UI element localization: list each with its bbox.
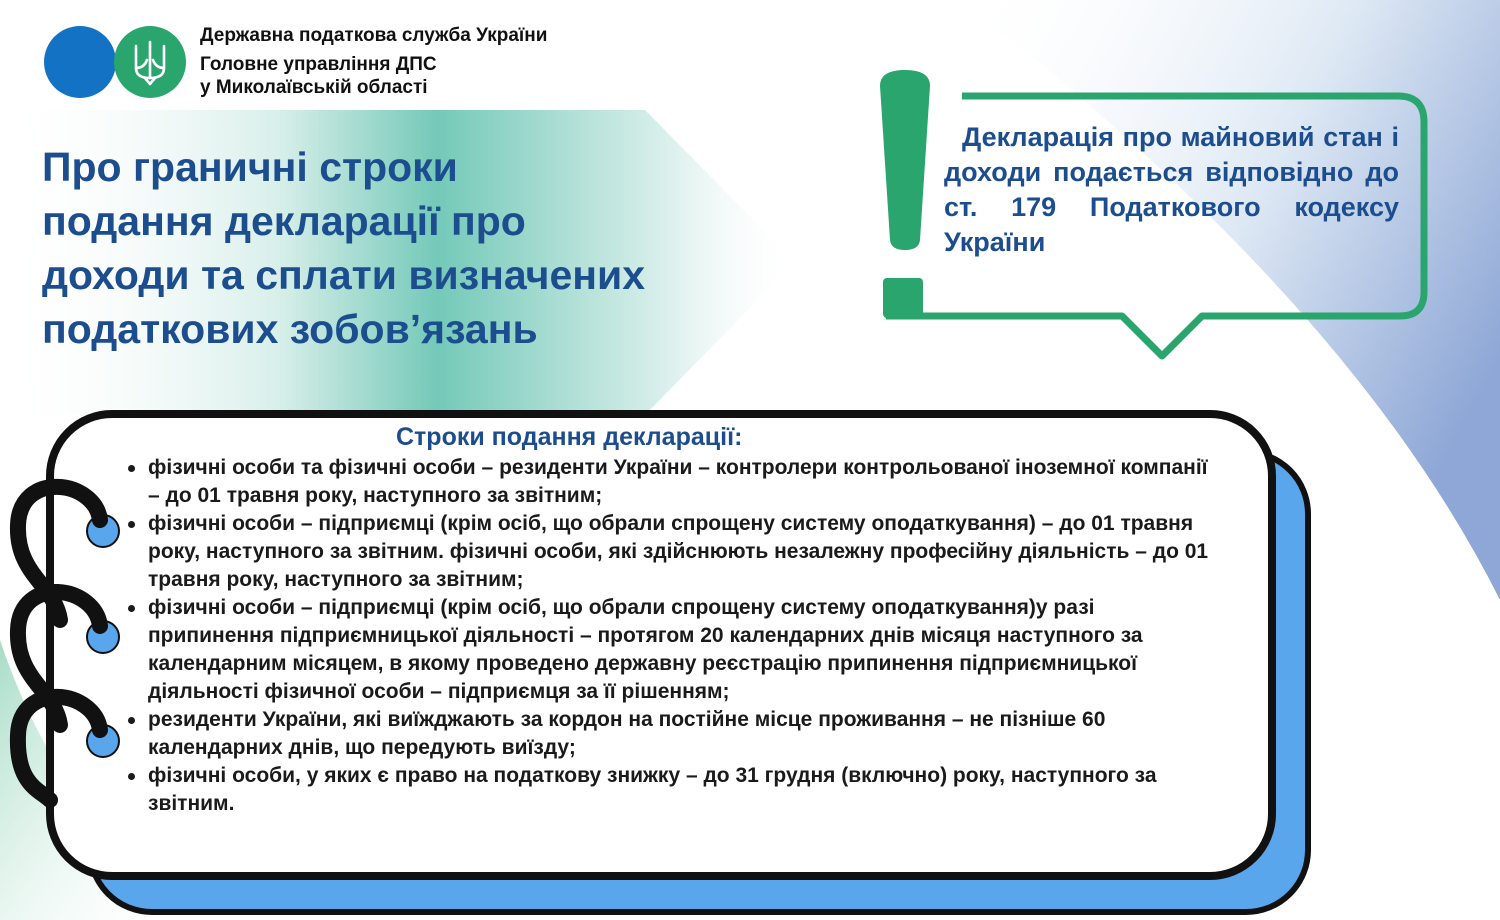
list-item: резиденти України, які виїжджають за кордон на постійне місце проживання – не пізніше 60 календарних днів, що передують виїзду; [148, 706, 1223, 762]
card-title: Строки подання декларації: [396, 423, 743, 451]
list-item: фізичні особи – підприємці (крім осіб, що обрали спрощену систему оподаткування) – до 01 травня року, наступного за звітним. фізичні особи, які здійснюють незалежну професійну діяльність – до 01 травня року, наступного за звітним; [148, 510, 1223, 594]
org-line-3: у Миколаївській області [200, 77, 428, 98]
org-line-2: Головне управління ДПС [200, 54, 437, 75]
list-item: фізичні особи та фізичні особи – резиденти України – контролери контрольованої іноземної компанії – до 01 травня року, наступного за звітним; [148, 454, 1223, 510]
list-item: фізичні особи, у яких є право на податкову знижку – до 31 грудня (включно) року, наступного за звітним. [148, 762, 1223, 818]
page-title: Про граничні строки подання декларації про доходи та сплати визначених податкових зобов’язань [42, 144, 646, 352]
list-item: фізичні особи – підприємці (крім осіб, що обрали спрощену систему оподаткування)у разі припинення підприємницької діяльності – протягом 20 календарних днів місяця наступного за календарним місяцем, в якому проведено державну реєстрацію припинення підприємницької діяльності фізичної особи – підприємця за її рішенням; [148, 594, 1223, 706]
deadlines-list [148, 454, 1223, 818]
callout-text: Декларація про майновий стан і доходи подається відповідно до ст. 179 Податкового кодексу України [944, 122, 1399, 257]
org-line-1: Державна податкова служба України [200, 25, 548, 46]
